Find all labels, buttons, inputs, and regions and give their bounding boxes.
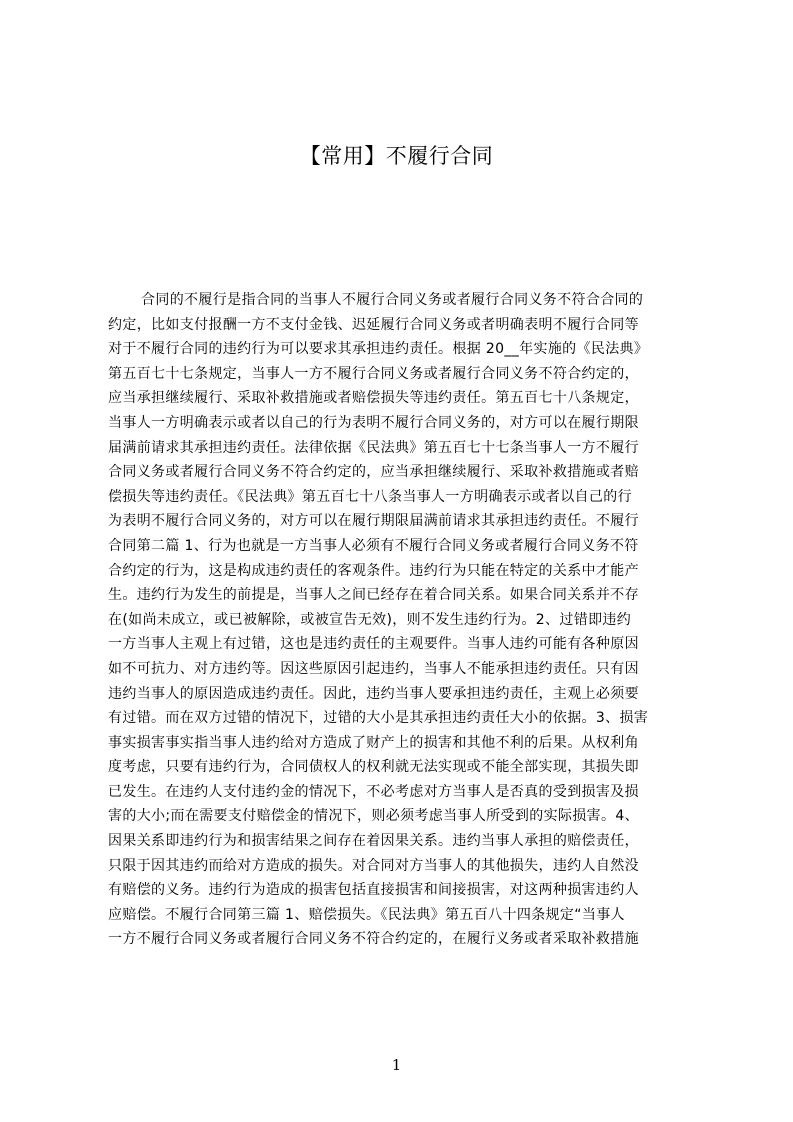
text-line: 违约当事人的原因造成违约责任。因此，违约当事人要承担违约责任，主观上必须要 bbox=[108, 685, 639, 702]
text-line: 只限于因其违约而给对方造成的损失。对合同对方当事人的其他损失，违约人自然没 bbox=[108, 857, 639, 874]
text-line: 届满前请求其承担违约责任。法律依据《民法典》第五百七十七条当事人一方不履行 bbox=[108, 439, 639, 456]
text-line: 如不可抗力、对方违约等。因这些原因引起违约，当事人不能承担违约责任。只有因 bbox=[108, 660, 639, 677]
text-line: 事实损害事实指当事人违约给对方造成了财产上的损害和其他不利的后果。从权利角 bbox=[108, 734, 639, 751]
body-paragraph bbox=[108, 288, 700, 952]
page-number: 1 bbox=[391, 1056, 402, 1074]
text-line: 第五百七十七条规定，当事人一方不履行合同义务或者履行合同义务不符合约定的， bbox=[108, 365, 639, 382]
text-line: 合同第二篇 1、行为也就是一方当事人必须有不履行合同义务或者履行合同义务不符 bbox=[108, 537, 639, 554]
text-line: 在(如尚未成立，或已被解除，或被宣告无效)，则不发生违约行为。2、过错即违约 bbox=[108, 611, 632, 628]
text-line: 因果关系即违约行为和损害结果之间存在着因果关系。违约当事人承担的赔偿责任， bbox=[108, 833, 639, 850]
text-line: 偿损失等违约责任。《民法典》第五百七十八条当事人一方明确表示或者以自己的行 bbox=[108, 488, 632, 505]
text-line: 当事人一方明确表示或者以自己的行为表明不履行合同义务的，对方可以在履行期限 bbox=[108, 414, 639, 431]
document-title: 【常用】不履行合同 bbox=[299, 144, 494, 168]
text-line: 为表明不履行合同义务的，对方可以在履行期限届满前请求其承担违约责任。不履行 bbox=[108, 513, 639, 530]
text-line: 合同的不履行是指合同的当事人不履行合同义务或者履行合同义务不符合合同的 bbox=[141, 292, 644, 308]
text-line: 合约定的行为，这是构成违约责任的客观条件。违约行为只能在特定的关系中才能产 bbox=[108, 562, 639, 579]
text-line: 害的大小;而在需要支付赔偿金的情况下，则必须考虑当事人所受到的实际损害。4、 bbox=[108, 808, 639, 825]
text-line: 对于不履行合同的违约行为可以要求其承担违约责任。根据 20__年实施的《民法典》 bbox=[108, 341, 649, 358]
text-line: 约定，比如支付报酬一方不支付金钱、迟延履行合同义务或者明确表明不履行合同等 bbox=[108, 316, 639, 333]
text-line: 生。违约行为发生的前提是，当事人之间已经存在着合同关系。如果合同关系并不存 bbox=[108, 587, 639, 604]
text-line: 已发生。在违约人支付违约金的情况下，不必考虑对方当事人是否真的受到损害及损 bbox=[108, 783, 639, 800]
text-line: 应赔偿。不履行合同第三篇 1、赔偿损失。《民法典》第五百八十四条规定“当事人 bbox=[108, 906, 625, 923]
text-line: 度考虑，只要有违约行为，合同债权人的权利就无法实现或不能全部实现，其损失即 bbox=[108, 759, 639, 776]
text-line: 一方当事人主观上有过错，这也是违约责任的主观要件。当事人违约可能有各种原因 bbox=[108, 636, 639, 653]
text-line: 有过错。而在双方过错的情况下，过错的大小是其承担违约责任大小的依据。3、损害 bbox=[108, 710, 649, 727]
text-line: 合同义务或者履行合同义务不符合约定的，应当承担继续履行、采取补救措施或者赔 bbox=[108, 464, 639, 481]
text-line: 有赔偿的义务。违约行为造成的损害包括直接损害和间接损害，对这两种损害违约人 bbox=[108, 882, 639, 899]
text-line: 应当承担继续履行、采取补救措施或者赔偿损失等违约责任。第五百七十八条规定， bbox=[108, 390, 639, 407]
text-line: 一方不履行合同义务或者履行合同义务不符合约定的，在履行义务或者采取补救措施 bbox=[108, 931, 639, 948]
